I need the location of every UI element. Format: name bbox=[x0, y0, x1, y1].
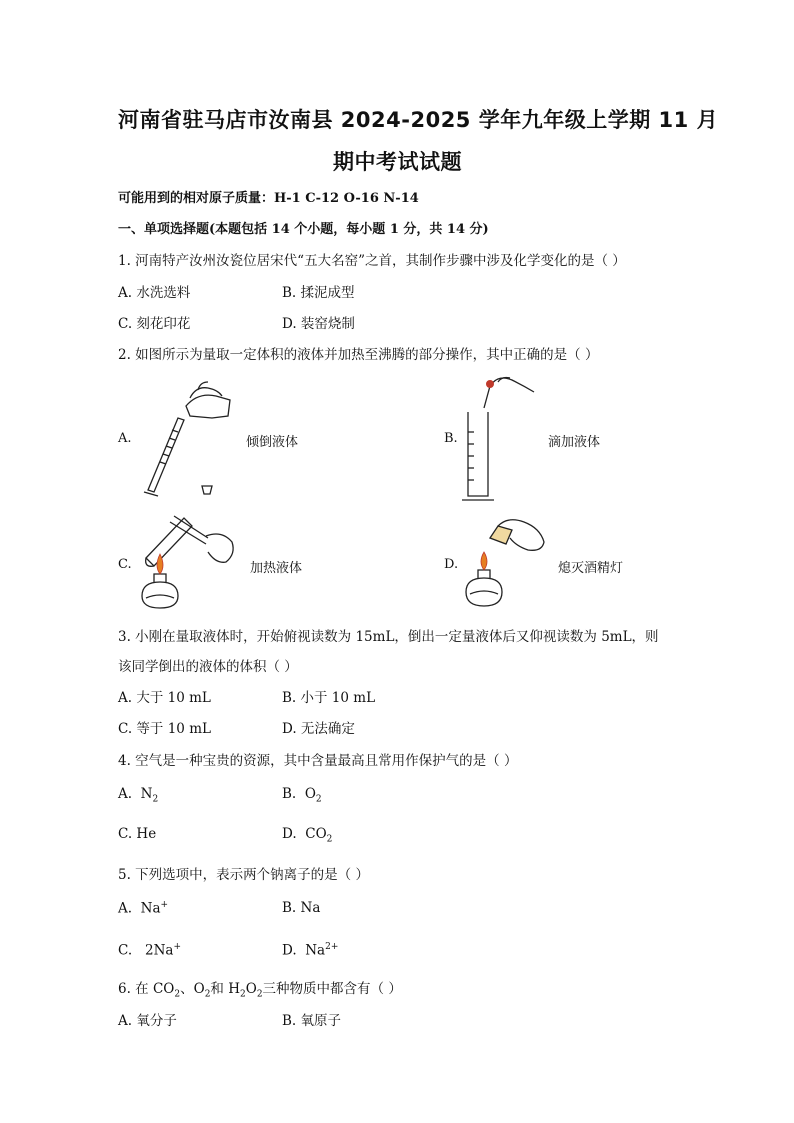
page-title-line2: 期中考试试题 bbox=[333, 150, 462, 174]
q4-option-d bbox=[282, 826, 332, 845]
q6-text-part1: 6. 在 CO bbox=[118, 981, 175, 997]
q4-option-d-subscript: 2 bbox=[326, 834, 333, 845]
q5-option-d-formula: Na bbox=[305, 942, 326, 959]
section-heading: 一、单项选择题(本题包括 14 个小题，每小题 1 分，共 14 分) bbox=[118, 222, 489, 237]
question-3-line2: 该同学倒出的液体的体积（ ） bbox=[118, 659, 298, 675]
q6-sub4: 2 bbox=[256, 989, 263, 1000]
q4-option-b bbox=[282, 786, 322, 805]
q5-option-c-superscript: + bbox=[173, 942, 182, 952]
q2-option-a-caption: 倾倒液体 bbox=[246, 435, 299, 450]
heating-liquid-figure bbox=[136, 512, 242, 616]
question-3-line1: 3. 小刚在量取液体时，开始俯视读数为 15mL，倒出一定量液体后又仰视读数为 5mL，则 bbox=[118, 629, 659, 645]
q6-option-a: A. 氧分子 bbox=[118, 1013, 177, 1029]
q6-text-part3: 和 H bbox=[210, 981, 240, 997]
extinguishing-lamp-figure bbox=[462, 516, 548, 612]
question-4: 4. 空气是一种宝贵的资源，其中含量最高且常用作保护气的是（ ） bbox=[118, 753, 518, 769]
q5-option-a-letter: A. bbox=[118, 900, 133, 917]
q5-option-c bbox=[118, 942, 181, 959]
q5-option-a bbox=[118, 900, 168, 917]
question-6 bbox=[118, 977, 402, 1000]
q6-sub1: 2 bbox=[174, 989, 181, 1000]
q1-option-b: B. 揉泥成型 bbox=[282, 285, 355, 301]
question-5: 5. 下列选项中，表示两个钠离子的是（ ） bbox=[118, 867, 369, 883]
q5-option-b: B. Na bbox=[282, 900, 321, 916]
q5-option-c-letter: C. bbox=[118, 942, 133, 959]
q5-option-c-formula: 2Na bbox=[145, 942, 174, 959]
q6-sub2: 2 bbox=[204, 989, 211, 1000]
q6-text-part4: O bbox=[245, 981, 257, 997]
q1-option-a: A. 水洗选料 bbox=[118, 285, 191, 301]
q3-option-d: D. 无法确定 bbox=[282, 721, 355, 737]
q6-text-part5: 三种物质中都含有（ ） bbox=[262, 981, 402, 997]
q4-option-a-formula: N bbox=[140, 786, 153, 802]
q4-option-b-formula: O bbox=[304, 786, 316, 802]
q4-option-b-letter: B. bbox=[282, 786, 297, 802]
q4-option-d-letter: D. bbox=[282, 826, 297, 842]
q4-option-a-subscript: 2 bbox=[152, 794, 159, 805]
q6-option-b: B. 氧原子 bbox=[282, 1013, 342, 1029]
question-1: 1. 河南特产汝州汝瓷位居宋代“五大名窑”之首，其制作步骤中涉及化学变化的是（ ） bbox=[118, 253, 626, 269]
page-title-line1: 河南省驻马店市汝南县 2024-2025 学年九年级上学期 11 月 bbox=[118, 108, 719, 132]
q2-option-b-letter: B. bbox=[444, 431, 458, 446]
q6-text-part2: 、O bbox=[180, 981, 205, 997]
q1-option-d: D. 装窑烧制 bbox=[282, 316, 355, 332]
q5-option-d-letter: D. bbox=[282, 942, 297, 959]
question-2: 2. 如图所示为量取一定体积的液体并加热至沸腾的部分操作，其中正确的是（ ） bbox=[118, 347, 599, 363]
q2-option-d-caption: 熄灭酒精灯 bbox=[558, 561, 624, 576]
dropping-liquid-figure bbox=[458, 372, 538, 504]
q5-option-a-superscript: + bbox=[160, 900, 169, 910]
q2-option-a-letter: A. bbox=[118, 431, 132, 446]
q2-option-b-caption: 滴加液体 bbox=[548, 435, 601, 450]
q3-option-a: A. 大于 10 mL bbox=[118, 690, 211, 706]
q2-option-d-letter: D. bbox=[444, 557, 459, 572]
atomic-masses: 可能用到的相对原子质量：H-1 C-12 O-16 N-14 bbox=[118, 191, 419, 206]
q6-sub3: 2 bbox=[240, 989, 246, 1000]
q4-option-c: C. He bbox=[118, 826, 157, 842]
q4-option-b-subscript: 2 bbox=[315, 794, 322, 805]
q5-option-a-formula: Na bbox=[140, 900, 161, 917]
q5-option-d bbox=[282, 942, 338, 959]
q2-option-c-letter: C. bbox=[118, 557, 132, 572]
q2-option-c-caption: 加热液体 bbox=[250, 561, 303, 576]
pouring-liquid-figure bbox=[138, 378, 238, 498]
q4-option-a-letter: A. bbox=[118, 786, 133, 802]
q1-option-c: C. 刻花印花 bbox=[118, 316, 191, 332]
q5-option-d-superscript: 2+ bbox=[325, 942, 339, 952]
q3-option-c: C. 等于 10 mL bbox=[118, 721, 211, 737]
q3-option-b: B. 小于 10 mL bbox=[282, 690, 376, 706]
q4-option-a bbox=[118, 786, 158, 805]
q4-option-d-formula: CO bbox=[305, 826, 327, 842]
